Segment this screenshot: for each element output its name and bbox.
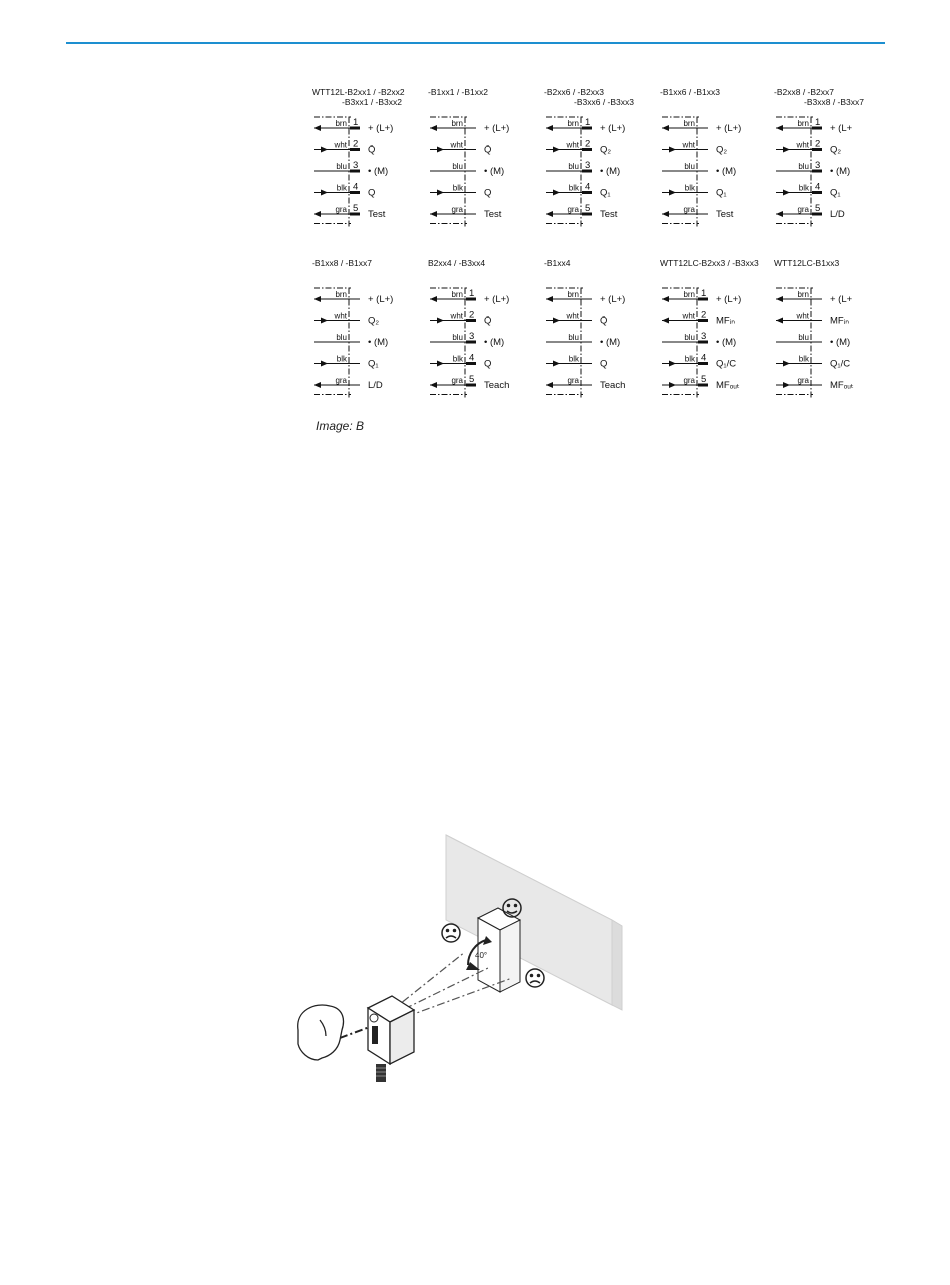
pin-number: 3	[585, 160, 591, 171]
output-arrow-icon	[669, 382, 676, 388]
output-arrow-icon	[553, 147, 560, 153]
pin-row-blk	[546, 355, 607, 370]
pin-row-wht	[430, 310, 491, 327]
wire-color-label: blk	[798, 183, 809, 193]
pin-row-brn	[662, 288, 741, 305]
wiring-svg	[312, 258, 422, 408]
output-arrow-icon	[553, 361, 560, 367]
wiring-svg	[660, 87, 770, 237]
wire-color-label: gra	[797, 205, 809, 214]
pin-number: 2	[353, 138, 359, 150]
wire-color-label: blk	[568, 183, 579, 193]
pin-row-blk	[430, 353, 491, 370]
wiring-diagram	[774, 87, 884, 237]
wire-color-label: wht	[682, 140, 695, 150]
wire-color-label: wht	[682, 311, 695, 321]
pin-function-label: • (M)	[484, 166, 505, 177]
pin-function-label: • (M)	[716, 337, 737, 348]
pin-function-label: • (M)	[830, 337, 851, 348]
pin-row-blk	[546, 182, 611, 199]
wire-color-label: wht	[796, 140, 809, 150]
pin-number: 4	[585, 181, 591, 193]
pin-row-wht	[776, 312, 849, 327]
wire-color-label: blu	[798, 162, 809, 171]
pin-row-gra	[314, 203, 386, 220]
pin-row-gra	[314, 376, 383, 391]
diagram-title-line: B2xx4 / -B3xx4	[428, 258, 486, 268]
pin-function-label: Q̄	[484, 315, 492, 327]
input-arrow-icon	[546, 125, 553, 131]
pin-function-label: Q₁/C	[716, 358, 737, 370]
wire-color-label: gra	[683, 205, 695, 214]
wire-color-label: brn	[797, 119, 809, 128]
wire-color-label: gra	[567, 205, 579, 214]
input-arrow-icon	[430, 382, 437, 388]
pin-function-label: • (M)	[830, 166, 851, 177]
pin-number: 4	[353, 181, 359, 193]
pin-function-label: + (L+)	[484, 123, 510, 134]
pin-number: 4	[815, 181, 821, 193]
pin-function-label: + (L+)	[600, 123, 626, 134]
wire-color-label: brn	[567, 119, 579, 128]
pin-row-blk	[314, 182, 375, 199]
output-arrow-icon	[783, 147, 790, 153]
pin-function-label: + (L+)	[368, 294, 394, 305]
output-arrow-icon	[437, 361, 444, 367]
pin-function-label: L/D	[830, 209, 845, 220]
angle-label: 40°	[475, 951, 488, 960]
wire-color-label: blu	[798, 333, 809, 342]
pin-function-label: Q̄	[484, 144, 492, 156]
pin-row-blk	[776, 182, 841, 199]
pin-number: 1	[815, 117, 821, 128]
pin-function-label: Q₁	[830, 187, 841, 199]
input-arrow-icon	[546, 382, 553, 388]
wiring-svg	[544, 258, 654, 408]
pin-row-brn	[314, 290, 393, 305]
wire-color-label: brn	[683, 119, 695, 128]
output-arrow-icon	[321, 318, 328, 324]
pin-function-label: Q₁/C	[830, 358, 851, 370]
input-arrow-icon	[776, 211, 783, 217]
wire-color-label: wht	[450, 140, 463, 150]
wire-color-label: wht	[450, 311, 463, 321]
pin-number: 3	[469, 331, 475, 342]
pin-number: 3	[701, 331, 707, 342]
pin-number: 5	[353, 203, 359, 214]
pin-number: 1	[353, 117, 359, 128]
pin-row-blk	[662, 184, 727, 199]
input-arrow-icon	[662, 296, 669, 302]
wiring-diagram	[428, 258, 538, 408]
pin-function-label: + (L+)	[368, 123, 394, 134]
pin-row-blu	[546, 160, 620, 177]
diagram-title-line: -B2xx6 / -B2xx3	[544, 87, 604, 97]
pin-function-label: • (M)	[484, 337, 505, 348]
output-arrow-icon	[437, 190, 444, 196]
wire-color-label: brn	[567, 290, 579, 299]
pin-function-label: MFᵢₙ	[830, 315, 849, 327]
pin-row-blu	[546, 333, 620, 348]
pin-row-blk	[314, 355, 379, 370]
pin-row-brn	[546, 117, 625, 134]
wire-color-label: gra	[683, 376, 695, 385]
input-arrow-icon	[430, 125, 437, 131]
pin-function-label: Q	[600, 358, 608, 370]
input-arrow-icon	[776, 125, 783, 131]
wire-color-label: brn	[451, 290, 463, 299]
wire-color-label: blu	[568, 162, 579, 171]
wiring-diagram	[544, 87, 654, 237]
pin-function-label: + (L+)	[716, 294, 742, 305]
diagram-title-line: -B3xx8 / -B3xx7	[804, 97, 864, 107]
pin-row-blu	[776, 160, 850, 177]
pin-number: 5	[815, 203, 821, 214]
pin-row-brn	[662, 119, 741, 134]
pin-function-label: Q₂	[368, 315, 380, 327]
pin-function-label: MFₒᵤₜ	[716, 380, 740, 391]
wire-color-label: blk	[684, 354, 695, 364]
pin-row-blu	[314, 333, 388, 348]
wire-color-label: blk	[684, 183, 695, 193]
input-arrow-icon	[776, 318, 783, 324]
wire-color-label: blu	[568, 333, 579, 342]
pin-function-label: Teach	[600, 380, 626, 391]
wiring-diagram	[774, 258, 884, 408]
wire-color-label: gra	[567, 376, 579, 385]
pin-row-brn	[776, 117, 853, 134]
pin-function-label: Q₂	[716, 144, 728, 156]
diagram-title-line: WTT12LC-B2xx3 / -B3xx3	[660, 258, 759, 268]
pin-function-label: Q₁	[368, 358, 379, 370]
pin-row-blu	[314, 160, 388, 177]
diagram-title-line: -B1xx8 / -B1xx7	[312, 258, 372, 268]
wire-color-label: blu	[684, 162, 695, 171]
pin-function-label: Q₁	[716, 187, 727, 199]
pin-number: 1	[701, 288, 707, 299]
pin-number: 5	[585, 203, 591, 214]
pin-function-label: + (L+)	[600, 294, 626, 305]
pin-row-brn	[430, 288, 509, 305]
input-arrow-icon	[314, 211, 321, 217]
pin-function-label: Test	[600, 209, 618, 220]
wiring-diagram	[660, 87, 770, 237]
output-arrow-icon	[321, 147, 328, 153]
pin-number: 3	[353, 160, 359, 171]
output-arrow-icon	[669, 147, 676, 153]
wiring-svg	[428, 87, 538, 237]
wire-color-label: brn	[683, 290, 695, 299]
pin-row-wht	[314, 139, 375, 156]
pin-row-gra	[776, 376, 854, 391]
pin-number: 4	[701, 352, 707, 364]
pin-function-label: • (M)	[716, 166, 737, 177]
pin-row-brn	[776, 290, 853, 305]
background-wall	[446, 835, 622, 1010]
wire-color-label: blu	[452, 162, 463, 171]
pin-function-label: Q̄	[368, 144, 376, 156]
wiring-diagram	[660, 258, 770, 408]
wire-color-label: brn	[797, 290, 809, 299]
wiring-svg	[312, 87, 422, 237]
diagram-title-line: -B1xx4	[544, 258, 571, 268]
wire-color-label: gra	[335, 376, 347, 385]
pin-function-label: Q	[484, 187, 492, 199]
output-arrow-icon	[321, 361, 328, 367]
output-arrow-icon	[783, 190, 790, 196]
pin-function-label: Q̄	[600, 315, 608, 327]
sensor-alignment-illustration	[280, 820, 640, 1100]
pin-row-brn	[314, 117, 393, 134]
pin-number: 2	[585, 138, 591, 150]
pin-row-blu	[430, 162, 504, 177]
photoelectric-sensor	[368, 996, 414, 1082]
pin-function-label: + (L+)	[716, 123, 742, 134]
wiring-diagram	[312, 258, 422, 408]
input-arrow-icon	[430, 211, 437, 217]
pin-function-label: Test	[716, 209, 734, 220]
wire-color-label: brn	[335, 119, 347, 128]
pin-row-wht	[546, 139, 611, 156]
input-arrow-icon	[546, 296, 553, 302]
output-arrow-icon	[437, 147, 444, 153]
pin-row-brn	[546, 290, 625, 305]
pin-function-label: + (L+	[830, 294, 853, 305]
pin-row-wht	[546, 312, 607, 327]
wire-color-label: gra	[451, 205, 463, 214]
pin-function-label: • (M)	[368, 166, 389, 177]
output-arrow-icon	[783, 382, 790, 388]
observer-head	[298, 1005, 344, 1060]
pin-row-gra	[662, 205, 734, 220]
diagram-title-line: -B2xx8 / -B2xx7	[774, 87, 834, 97]
pin-row-gra	[430, 205, 502, 220]
diagram-title-line: -B3xx6 / -B3xx3	[574, 97, 634, 107]
pin-function-label: Teach	[484, 380, 510, 391]
pin-row-blu	[430, 331, 504, 348]
header-rule	[66, 42, 885, 44]
pin-row-wht	[662, 141, 727, 156]
wire-color-label: blk	[568, 354, 579, 364]
pin-number: 5	[469, 374, 475, 385]
pin-number: 1	[469, 288, 475, 299]
wire-color-label: gra	[335, 205, 347, 214]
input-arrow-icon	[776, 296, 783, 302]
pin-row-wht	[662, 310, 735, 327]
wire-color-label: blu	[336, 162, 347, 171]
image-caption: Image: B	[316, 419, 365, 433]
pin-function-label: Q₁	[600, 187, 611, 199]
output-arrow-icon	[437, 318, 444, 324]
diagram-title-line: WTT12L-B2xx1 / -B2xx2	[312, 87, 405, 97]
pin-row-brn	[430, 119, 509, 134]
wire-color-label: blk	[452, 183, 463, 193]
wire-color-label: brn	[451, 119, 463, 128]
wire-color-label: gra	[797, 376, 809, 385]
pin-function-label: • (M)	[600, 337, 621, 348]
pin-function-label: MFₒᵤₜ	[830, 380, 854, 391]
wire-color-label: wht	[566, 140, 579, 150]
wiring-svg	[544, 87, 654, 237]
pin-row-blk	[430, 184, 491, 199]
pin-function-label: Test	[484, 209, 502, 220]
input-arrow-icon	[430, 296, 437, 302]
output-arrow-icon	[553, 190, 560, 196]
pin-row-gra	[546, 203, 618, 220]
input-arrow-icon	[546, 211, 553, 217]
pin-function-label: Q₂	[830, 144, 842, 156]
pin-row-blu	[662, 162, 736, 177]
diagram-title-line: -B1xx6 / -B1xx3	[660, 87, 720, 97]
frowny-face-icon	[526, 969, 544, 987]
pin-number: 5	[701, 374, 707, 385]
wire-color-label: blu	[336, 333, 347, 342]
pin-function-label: • (M)	[600, 166, 621, 177]
wire-color-label: wht	[796, 311, 809, 321]
output-arrow-icon	[669, 361, 676, 367]
pin-row-blu	[776, 333, 850, 348]
pin-number: 2	[701, 309, 707, 321]
wire-color-label: blk	[798, 354, 809, 364]
wiring-diagram	[428, 87, 538, 237]
wiring-svg	[428, 258, 538, 408]
input-arrow-icon	[662, 318, 669, 324]
wire-color-label: wht	[334, 140, 347, 150]
wiring-svg	[774, 258, 884, 408]
input-arrow-icon	[662, 211, 669, 217]
pin-function-label: Q₂	[600, 144, 612, 156]
pin-row-wht	[314, 312, 379, 327]
wire-color-label: wht	[566, 311, 579, 321]
input-arrow-icon	[314, 296, 321, 302]
frowny-face-icon	[442, 924, 460, 942]
diagram-title-line: WTT12LC-B1xx3	[774, 258, 840, 268]
pin-function-label: MFᵢₙ	[716, 315, 735, 327]
pin-number: 4	[469, 352, 475, 364]
wiring-diagram	[312, 87, 422, 237]
pin-function-label: + (L+)	[484, 294, 510, 305]
pin-row-gra	[776, 203, 845, 220]
pin-function-label: Q	[368, 187, 376, 199]
pin-function-label: L/D	[368, 380, 383, 391]
wiring-svg	[660, 258, 770, 408]
pin-function-label: • (M)	[368, 337, 389, 348]
wire-color-label: blu	[452, 333, 463, 342]
wire-color-label: wht	[334, 311, 347, 321]
pin-number: 2	[469, 309, 475, 321]
pin-row-gra	[430, 374, 509, 391]
output-arrow-icon	[321, 190, 328, 196]
wire-color-label: blk	[336, 354, 347, 364]
diagram-title-line: -B3xx1 / -B3xx2	[342, 97, 402, 107]
output-arrow-icon	[553, 318, 560, 324]
wire-color-label: blk	[336, 183, 347, 193]
pin-row-gra	[546, 376, 625, 391]
wire-color-label: blk	[452, 354, 463, 364]
pin-row-wht	[776, 139, 841, 156]
wiring-svg	[774, 87, 884, 237]
diagram-title-line: -B1xx1 / -B1xx2	[428, 87, 488, 97]
pin-row-wht	[430, 141, 491, 156]
pin-row-gra	[662, 374, 740, 391]
pin-number: 2	[815, 138, 821, 150]
pin-function-label: Test	[368, 209, 386, 220]
output-arrow-icon	[783, 361, 790, 367]
pin-row-blk	[776, 355, 850, 370]
pin-number: 3	[815, 160, 821, 171]
wiring-diagram	[544, 258, 654, 408]
pin-number: 1	[585, 117, 591, 128]
wire-color-label: blu	[684, 333, 695, 342]
input-arrow-icon	[314, 382, 321, 388]
input-arrow-icon	[314, 125, 321, 131]
sensor-alignment-figure	[280, 820, 640, 1105]
pin-function-label: + (L+	[830, 123, 853, 134]
input-arrow-icon	[662, 125, 669, 131]
pin-row-blk	[662, 353, 736, 370]
pin-function-label: Q	[484, 358, 492, 370]
wire-color-label: gra	[451, 376, 463, 385]
output-arrow-icon	[669, 190, 676, 196]
wire-color-label: brn	[335, 290, 347, 299]
pin-row-blu	[662, 331, 736, 348]
